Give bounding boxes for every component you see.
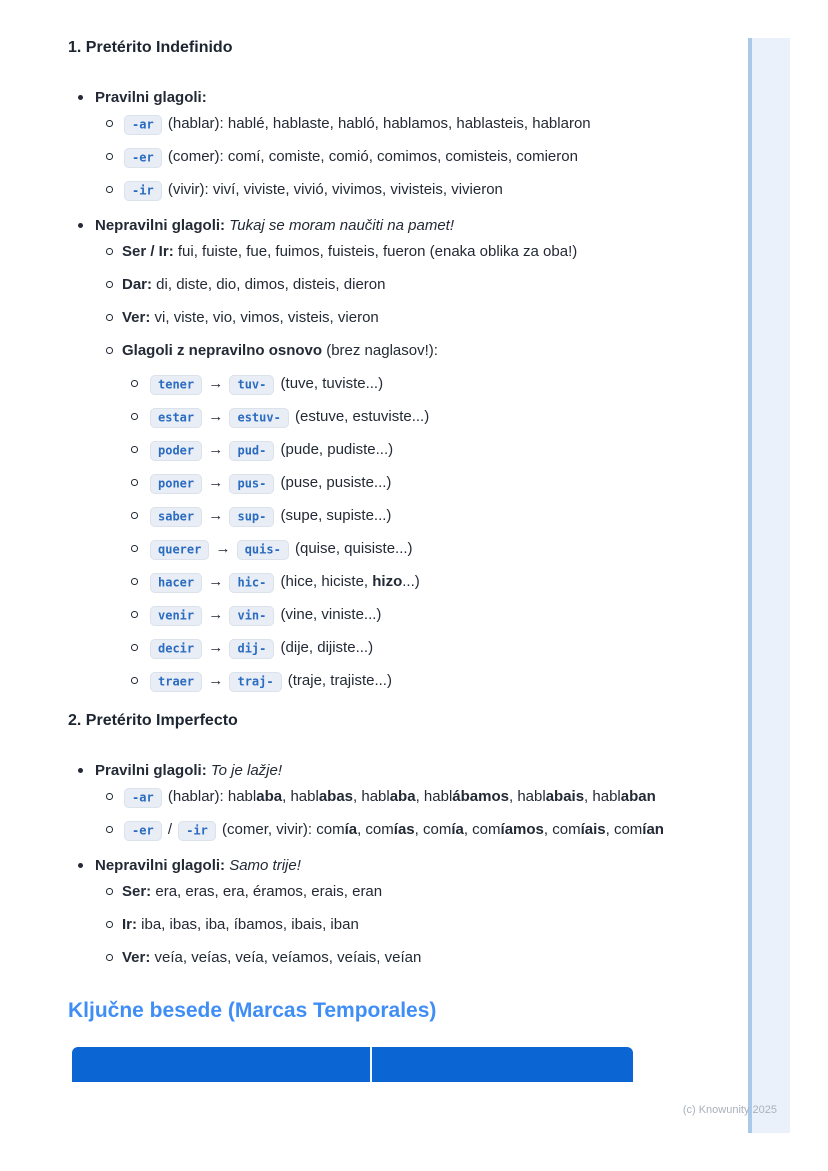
bullet-icon	[78, 223, 83, 228]
text-segment: →	[204, 408, 228, 425]
text-segment: , habl	[584, 788, 621, 805]
circle-bullet-icon	[106, 120, 113, 127]
bullet-icon	[78, 768, 83, 773]
text-segment: (comer, vivir): com	[217, 821, 345, 838]
text-segment: Dar:	[122, 276, 153, 293]
text-segment: (hablar): habl	[163, 788, 257, 805]
text-segment: ...)	[402, 573, 420, 590]
list-item-text	[148, 408, 429, 425]
text-segment: , habl	[508, 788, 546, 805]
text-segment: , com	[357, 821, 394, 838]
text-segment: hizo	[372, 573, 403, 590]
text-segment: aban	[620, 788, 656, 805]
text-segment: Ir:	[122, 916, 137, 933]
circle-bullet-icon	[131, 413, 138, 420]
list-item-text	[95, 857, 301, 874]
list-item-text	[122, 148, 578, 165]
code-chip: pud-	[229, 441, 274, 461]
circle-bullet-icon	[131, 677, 138, 684]
text-segment: →	[204, 639, 228, 656]
list-item-text	[148, 507, 391, 524]
text-segment: (puse, pusiste...)	[276, 474, 392, 491]
code-chip: -er	[124, 821, 162, 841]
code-chip: estar	[150, 408, 202, 428]
list-item-text	[148, 375, 383, 392]
code-chip: tener	[150, 375, 202, 395]
code-chip: venir	[150, 606, 202, 626]
text-segment: →	[204, 507, 228, 524]
code-chip: -ir	[178, 821, 216, 841]
text-segment: di, diste, dio, dimos, disteis, dieron	[152, 276, 386, 293]
list-item-text	[95, 217, 454, 234]
text-segment: (quise, quisiste...)	[290, 540, 413, 557]
list-item	[68, 240, 748, 264]
text-segment: (tuve, tuviste...)	[276, 375, 384, 392]
list-item-text	[122, 821, 664, 838]
text-segment: To je lažje!	[206, 762, 283, 779]
text-segment: Ver:	[122, 949, 151, 966]
code-chip: querer	[150, 540, 209, 560]
code-chip: traj-	[229, 672, 281, 692]
text-segment: iba, ibas, iba, íbamos, ibais, iban	[137, 916, 359, 933]
text-segment: /	[163, 821, 177, 838]
list-item	[68, 913, 748, 937]
list-item-text	[148, 672, 392, 689]
list-item-text	[122, 115, 591, 132]
code-chip: hacer	[150, 573, 202, 593]
text-segment: Pravilni glagoli:	[95, 89, 207, 106]
list-item	[68, 854, 748, 878]
circle-bullet-icon	[106, 281, 113, 288]
circle-bullet-icon	[131, 446, 138, 453]
text-segment: (supe, supiste...)	[276, 507, 392, 524]
circle-bullet-icon	[106, 921, 113, 928]
list-item	[68, 405, 748, 429]
code-chip: tuv-	[229, 375, 274, 395]
list-item-text	[95, 762, 282, 779]
text-segment: , com	[414, 821, 452, 838]
list-item	[68, 785, 748, 809]
text-segment: (vine, viniste...)	[276, 606, 382, 623]
text-segment: Ser / Ir:	[122, 243, 174, 260]
text-segment: (hice, hiciste,	[276, 573, 373, 590]
list-item	[68, 880, 748, 904]
list-item-text	[148, 474, 391, 491]
list-item-text	[95, 89, 207, 106]
text-segment: aba	[256, 788, 283, 805]
text-segment: abais	[545, 788, 585, 805]
list-item	[68, 273, 748, 297]
list-item	[68, 636, 748, 660]
text-segment: (comer): comí, comiste, comió, comimos, comisteis, comieron	[163, 148, 578, 165]
section-heading-imperfecto: 2. Pretérito Imperfecto	[68, 712, 238, 729]
list-item	[68, 759, 748, 783]
text-segment: vi, viste, vio, vimos, visteis, vieron	[150, 309, 379, 326]
text-segment: Nepravilni glagoli:	[95, 857, 226, 874]
list-item	[68, 145, 748, 169]
code-chip: estuv-	[229, 408, 288, 428]
list-item-text	[148, 441, 393, 458]
text-segment: , com	[463, 821, 501, 838]
list-item-text	[122, 276, 385, 293]
code-chip: decir	[150, 639, 202, 659]
list-item	[68, 86, 748, 110]
list-item	[68, 946, 748, 970]
text-segment: aba	[389, 788, 416, 805]
circle-bullet-icon	[106, 793, 113, 800]
text-segment: fui, fuiste, fue, fuimos, fuisteis, fueron (enaka oblika za oba!)	[173, 243, 578, 260]
circle-bullet-icon	[131, 644, 138, 651]
text-segment: ía	[344, 821, 358, 838]
circle-bullet-icon	[106, 248, 113, 255]
page-edge-strip	[748, 38, 790, 1133]
code-chip: -ar	[124, 115, 162, 135]
text-segment: (traje, trajiste...)	[283, 672, 392, 689]
circle-bullet-icon	[131, 611, 138, 618]
notes-content	[68, 38, 748, 1082]
code-chip: -ar	[124, 788, 162, 808]
list-item-text	[122, 788, 656, 805]
list-item-text	[122, 243, 577, 260]
list-item	[68, 306, 748, 330]
code-chip: poder	[150, 441, 202, 461]
list-item	[68, 669, 748, 693]
code-chip: traer	[150, 672, 202, 692]
code-chip: hic-	[229, 573, 274, 593]
text-segment: →	[204, 606, 228, 623]
circle-bullet-icon	[106, 954, 113, 961]
text-segment: →	[204, 441, 228, 458]
list-item-text	[122, 916, 359, 933]
text-segment: Ser:	[122, 883, 152, 900]
list-item	[68, 603, 748, 627]
table-header-cell-2	[372, 1047, 633, 1082]
footer-credit: (c) Knowunity 2025	[682, 1104, 777, 1116]
list-item-text	[122, 883, 382, 900]
text-segment: abas	[318, 788, 354, 805]
text-segment: ías	[393, 821, 415, 838]
text-segment: (estuve, estuviste...)	[290, 408, 430, 425]
list-item	[68, 214, 748, 238]
text-segment: →	[204, 474, 228, 491]
list-item	[68, 339, 748, 363]
circle-bullet-icon	[131, 545, 138, 552]
text-segment: , com	[605, 821, 643, 838]
text-segment: Pravilni glagoli:	[95, 762, 207, 779]
code-chip: saber	[150, 507, 202, 527]
list-item-text	[148, 573, 420, 590]
bullet-icon	[78, 95, 83, 100]
list-item-text	[148, 606, 381, 623]
circle-bullet-icon	[106, 347, 113, 354]
text-segment: ábamos	[452, 788, 509, 805]
code-chip: poner	[150, 474, 202, 494]
list-item-text	[122, 949, 421, 966]
circle-bullet-icon	[106, 888, 113, 895]
list-item	[68, 372, 748, 396]
list-item-text	[148, 639, 373, 656]
text-segment: , habl	[415, 788, 453, 805]
code-chip: pus-	[229, 474, 274, 494]
text-segment: (dije, dijiste...)	[276, 639, 374, 656]
list-item-text	[122, 181, 503, 198]
list-item	[68, 112, 748, 136]
list-item	[68, 471, 748, 495]
table-header-cell-1	[72, 1047, 370, 1082]
list-item-text	[148, 540, 413, 557]
text-segment: Nepravilni glagoli:	[95, 217, 226, 234]
text-segment: →	[204, 672, 228, 689]
code-chip: -ir	[124, 181, 162, 201]
text-segment: veía, veías, veía, veíamos, veíais, veían	[150, 949, 422, 966]
code-chip: vin-	[229, 606, 274, 626]
text-segment: íamos	[500, 821, 544, 838]
list-item	[68, 178, 748, 202]
circle-bullet-icon	[106, 314, 113, 321]
text-segment: →	[204, 375, 228, 392]
circle-bullet-icon	[106, 153, 113, 160]
text-segment: (pude, pudiste...)	[276, 441, 394, 458]
text-segment: , habl	[353, 788, 390, 805]
list-item	[68, 504, 748, 528]
code-chip: dij-	[229, 639, 274, 659]
code-chip: -er	[124, 148, 162, 168]
circle-bullet-icon	[131, 380, 138, 387]
keywords-heading: Ključne besede (Marcas Temporales)	[68, 999, 437, 1022]
text-segment: ía	[451, 821, 464, 838]
list-item	[68, 818, 748, 842]
text-segment: era, eras, era, éramos, erais, eran	[151, 883, 383, 900]
text-segment: íais	[580, 821, 606, 838]
text-segment: , com	[543, 821, 581, 838]
list-item	[68, 570, 748, 594]
text-segment: Glagoli z nepravilno osnovo	[122, 342, 323, 359]
list-item	[68, 537, 748, 561]
text-segment: , habl	[282, 788, 319, 805]
code-chip: sup-	[229, 507, 274, 527]
keywords-table-header	[72, 1047, 633, 1082]
circle-bullet-icon	[131, 512, 138, 519]
circle-bullet-icon	[131, 479, 138, 486]
list-item	[68, 438, 748, 462]
text-segment: →	[211, 540, 235, 557]
bullet-icon	[78, 863, 83, 868]
text-segment: Tukaj se moram naučiti na pamet!	[225, 217, 455, 234]
text-segment: ían	[642, 821, 664, 838]
circle-bullet-icon	[106, 186, 113, 193]
circle-bullet-icon	[131, 578, 138, 585]
text-segment: (brez naglasov!):	[322, 342, 438, 359]
text-segment: (vivir): viví, viviste, vivió, vivimos, vivisteis, vivieron	[163, 181, 503, 198]
text-segment: Ver:	[122, 309, 151, 326]
section-heading-indefinido: 1. Pretérito Indefinido	[68, 39, 233, 56]
text-segment: →	[204, 573, 228, 590]
text-segment: Samo trije!	[225, 857, 301, 874]
code-chip: quis-	[237, 540, 289, 560]
list-item-text	[122, 309, 379, 326]
circle-bullet-icon	[106, 826, 113, 833]
list-item-text	[122, 342, 438, 359]
text-segment: (hablar): hablé, hablaste, habló, hablamos, hablasteis, hablaron	[163, 115, 591, 132]
